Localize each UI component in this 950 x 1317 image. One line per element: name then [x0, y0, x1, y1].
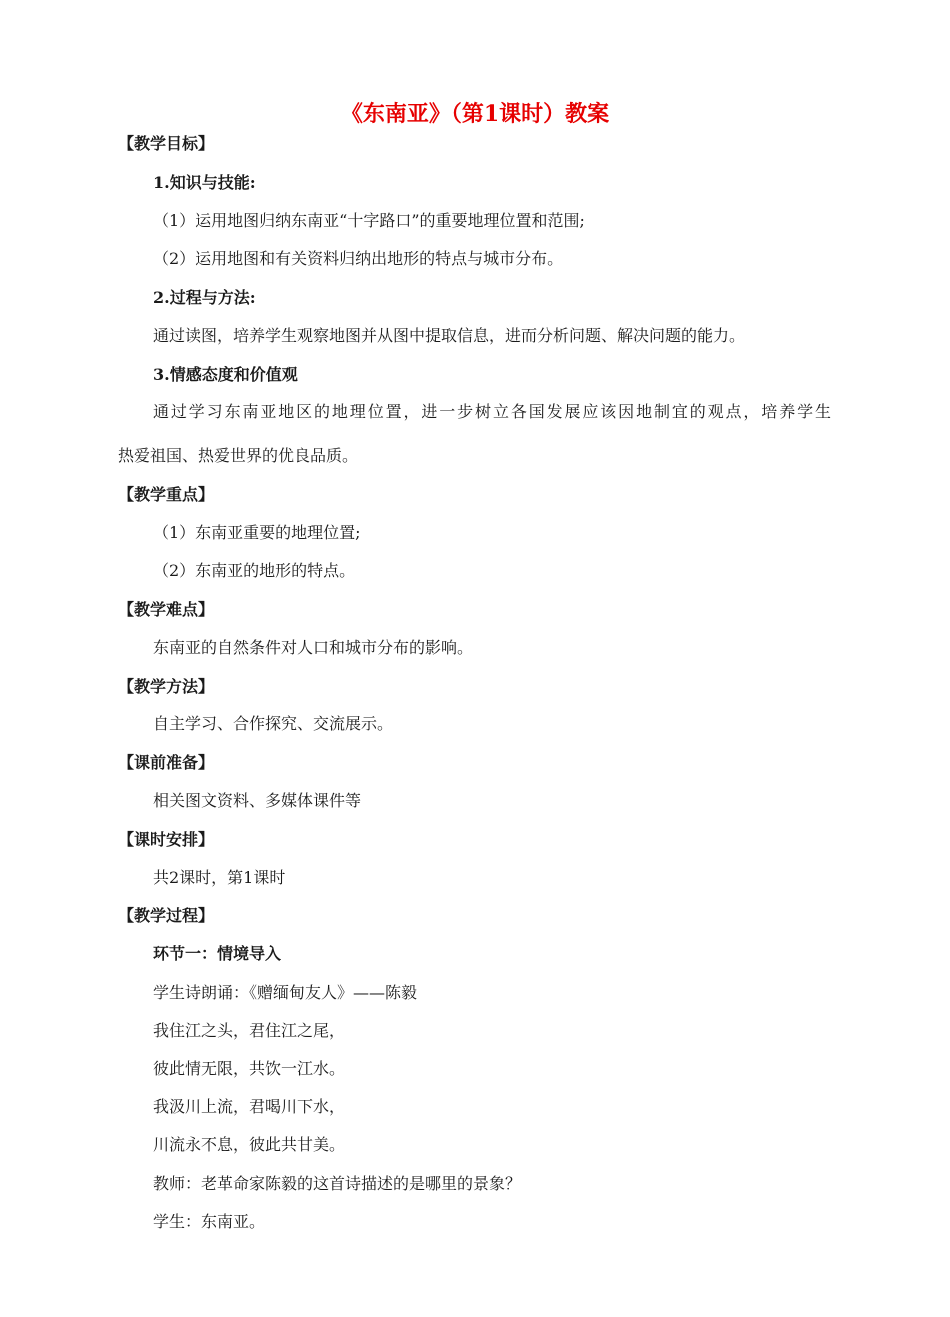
- key-point-item-2: （2）东南亚的地形的特点。: [153, 561, 356, 580]
- process-method-text: 通过读图，培养学生观察地图并从图中提取信息，进而分析问题、解决问题的能力。: [153, 326, 746, 345]
- key-point-item-1: （1）东南亚重要的地理位置;: [153, 523, 361, 542]
- key-points-heading: 【教学重点】: [118, 485, 215, 504]
- knowledge-item-2: （2）运用地图和有关资料归纳出地形的特点与城市分布。: [153, 249, 564, 268]
- process-method-heading: 2.过程与方法:: [153, 288, 256, 307]
- process-line-4: 我汲川上流，君喝川下水，: [153, 1097, 346, 1116]
- knowledge-heading: 1.知识与技能:: [153, 173, 256, 192]
- document-title: 《东南亚》（第1课时）教案: [340, 101, 610, 127]
- process-line-2: 我住江之头，君住江之尾，: [153, 1021, 346, 1040]
- objectives-heading: 【教学目标】: [118, 134, 215, 153]
- schedule-heading: 【课时安排】: [118, 830, 215, 849]
- methods-text: 自主学习、合作探究、交流展示。: [153, 714, 394, 733]
- section-1-heading: 环节一：情境导入: [153, 944, 282, 963]
- knowledge-item-1: （1）运用地图归纳东南亚“十字路口”的重要地理位置和范围;: [153, 211, 585, 230]
- preparation-heading: 【课前准备】: [118, 753, 215, 772]
- difficulties-text: 东南亚的自然条件对人口和城市分布的影响。: [153, 638, 474, 657]
- methods-heading: 【教学方法】: [118, 677, 215, 696]
- emotion-heading: 3.情感态度和价值观: [153, 365, 298, 384]
- process-line-1: 学生诗朗诵：《赠缅甸友人》——陈毅: [153, 983, 418, 1002]
- preparation-text: 相关图文资料、多媒体课件等: [153, 791, 362, 810]
- process-line-6: 教师：老革命家陈毅的这首诗描述的是哪里的景象？: [153, 1174, 522, 1193]
- teaching-process-heading: 【教学过程】: [118, 906, 215, 925]
- schedule-text: 共2课时，第1课时: [153, 868, 286, 887]
- process-line-3: 彼此情无限，共饮一江水。: [153, 1059, 346, 1078]
- emotion-text-line-2: 热爱祖国、热爱世界的优良品质。: [118, 446, 359, 465]
- emotion-text-line-1: 通过学习东南亚地区的地理位置，进一步树立各国发展应该因地制宜的观点，培养学生: [153, 402, 831, 421]
- process-line-7: 学生：东南亚。: [153, 1212, 266, 1231]
- process-line-5: 川流永不息，彼此共甘美。: [153, 1135, 346, 1154]
- difficulties-heading: 【教学难点】: [118, 600, 215, 619]
